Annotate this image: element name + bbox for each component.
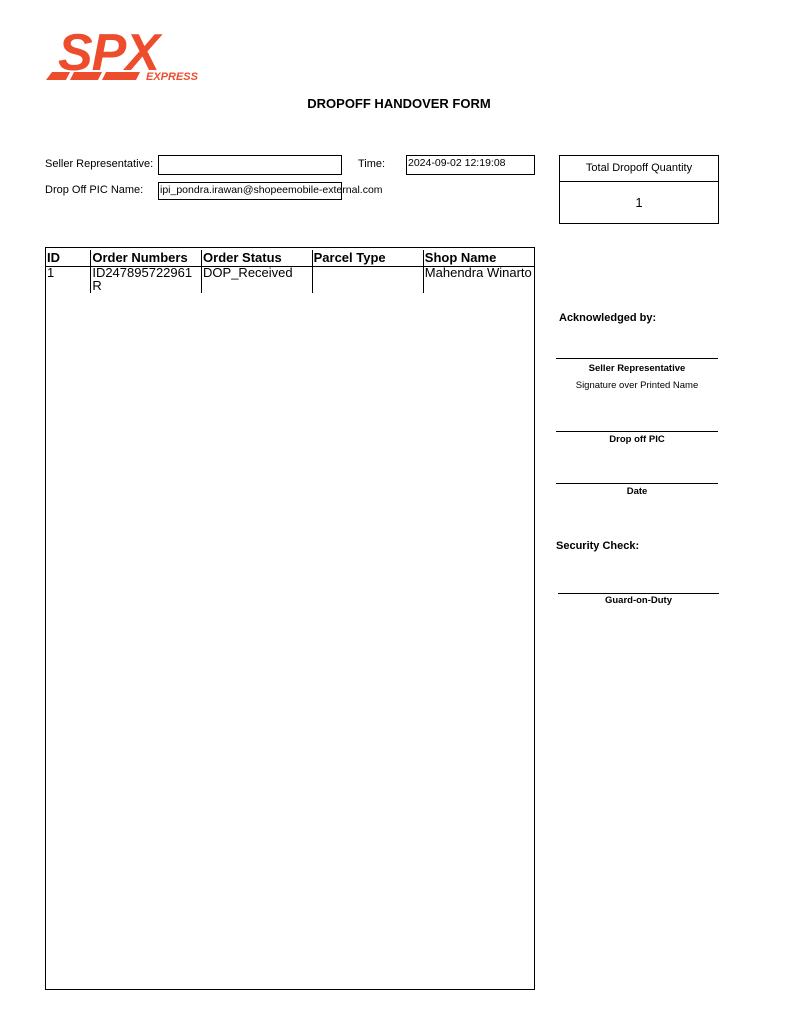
- date-signature-label: Date: [626, 486, 648, 497]
- logo-sub-text: EXPRESS: [146, 71, 198, 83]
- seller-rep-signature-line: [556, 358, 718, 359]
- dropoff-pic-label: Drop Off PIC Name:: [45, 184, 144, 196]
- seller-rep-label: Seller Representative:: [45, 158, 154, 170]
- date-signature-line: [556, 483, 718, 484]
- acknowledged-by-label: Acknowledged by:: [559, 312, 657, 324]
- orders-table: [46, 250, 534, 293]
- spx-express-logo: [44, 20, 204, 84]
- cell-order-number: ID247895722961R: [91, 267, 202, 294]
- time-label: Time:: [358, 158, 386, 170]
- cell-id: 1: [47, 265, 55, 280]
- signature-printed-name-label: Signature over Printed Name: [575, 380, 699, 391]
- cell-shop-name: Mahendra Winarto: [423, 267, 534, 294]
- form-title: DROPOFF HANDOVER FORM: [307, 96, 491, 111]
- col-header-shop-name: Shop Name: [423, 250, 534, 267]
- cell-parcel-type: [312, 267, 423, 294]
- orders-table-box: [45, 247, 535, 990]
- time-field[interactable]: 2024-09-02 12:19:08: [406, 155, 535, 175]
- dropoff-pic-field[interactable]: ipi_pondra.irawan@shopeemobile-external.com: [158, 182, 342, 200]
- total-quantity-value: 1: [635, 195, 643, 210]
- guard-signature-line: [558, 593, 719, 594]
- table-row: [46, 267, 534, 294]
- dropoff-pic-signature-line: [556, 431, 718, 432]
- spx-logo-graphic: [44, 20, 204, 84]
- cell-order-status: DOP_Received: [202, 267, 313, 294]
- guard-on-duty-label: Guard-on-Duty: [604, 595, 673, 606]
- col-header-parcel-type: Parcel Type: [312, 250, 423, 267]
- total-quantity-label: Total Dropoff Quantity: [560, 156, 718, 182]
- total-quantity-box: [559, 155, 719, 224]
- security-check-label: Security Check:: [556, 540, 640, 552]
- seller-rep-signature-label: Seller Representative: [588, 363, 686, 374]
- dropoff-pic-signature-label: Drop off PIC: [609, 434, 665, 445]
- col-header-id: ID: [46, 250, 91, 267]
- col-header-order-numbers: Order Numbers: [91, 250, 202, 267]
- col-header-order-status: Order Status: [202, 250, 313, 267]
- logo-brand-text: SPX: [58, 24, 160, 82]
- seller-rep-field[interactable]: [158, 155, 342, 175]
